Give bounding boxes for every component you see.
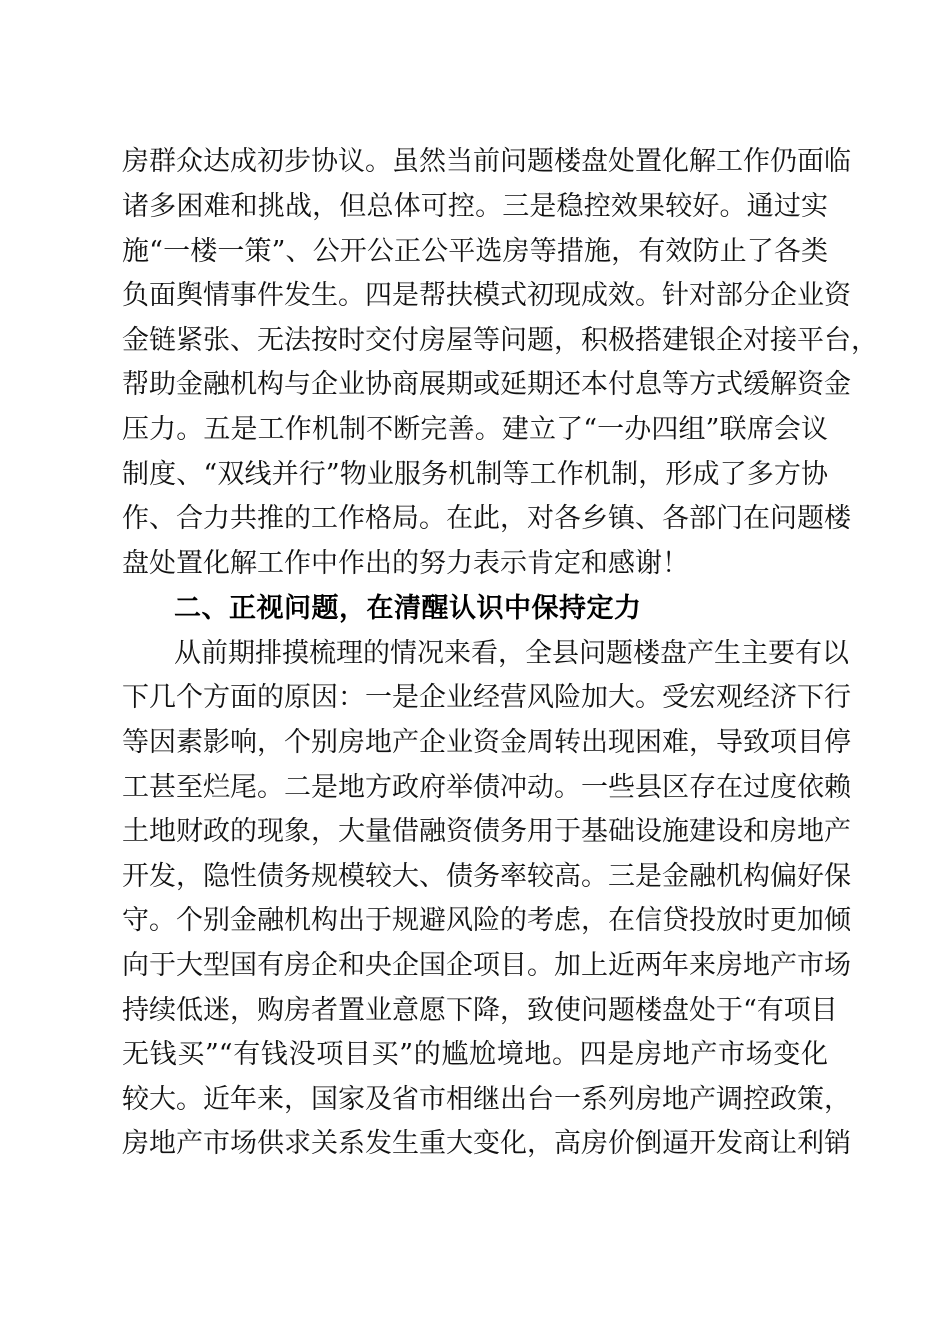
- text-line: 诸多困难和挑战，但总体可控。三是稳控效果较好。通过实: [122, 191, 828, 222]
- text-line: 较大。近年来，国家及省市相继出台一系列房地产调控政策，: [122, 1084, 851, 1115]
- text-line: 房群众达成初步协议。虽然当前问题楼盘处置化解工作仍面临: [122, 146, 851, 177]
- section-heading: 二、正视问题，在清醒认识中保持定力: [174, 593, 642, 624]
- text-line: 下几个方面的原因：一是企业经营风险加大。受宏观经济下行: [122, 682, 851, 713]
- text-line: 制度、“双线并行”物业服务机制等工作机制，形成了多方协: [122, 459, 828, 490]
- text-line: 压力。五是工作机制不断完善。建立了“一办四组”联席会议: [122, 414, 828, 445]
- text-line: 负面舆情事件发生。四是帮扶模式初现成效。针对部分企业资: [122, 280, 851, 311]
- text-line: 金链紧张、无法按时交付房屋等问题，积极搭建银企对接平台，: [122, 325, 878, 356]
- text-line: 从前期排摸梳理的情况来看，全县问题楼盘产生主要有以: [174, 638, 849, 669]
- text-line: 向于大型国有房企和央企国企项目。加上近两年来房地产市场: [122, 950, 851, 981]
- text-line: 土地财政的现象，大量借融资债务用于基础设施建设和房地产: [122, 816, 851, 847]
- text-line: 作、合力共推的工作格局。在此，对各乡镇、各部门在问题楼: [122, 503, 851, 534]
- text-line: 帮助金融机构与企业协商展期或延期还本付息等方式缓解资金: [122, 369, 851, 400]
- text-line: 守。个别金融机构出于规避风险的考虑，在信贷投放时更加倾: [122, 905, 851, 936]
- text-line: 等因素影响，个别房地产企业资金周转出现困难，导致项目停: [122, 727, 851, 758]
- text-line: 施“一楼一策”、公开公正公平选房等措施，有效防止了各类: [122, 236, 828, 267]
- text-line: 无钱买”“有钱没项目买”的尴尬境地。四是房地产市场变化: [122, 1039, 828, 1070]
- text-line: 盘处置化解工作中作出的努力表示肯定和感谢！: [122, 548, 689, 579]
- text-line: 持续低迷，购房者置业意愿下降，致使问题楼盘处于“有项目: [122, 995, 838, 1026]
- text-line: 开发，隐性债务规模较大、债务率较高。三是金融机构偏好保: [122, 861, 851, 892]
- text-line: 工甚至烂尾。二是地方政府举债冲动。一些县区存在过度依赖: [122, 772, 851, 803]
- text-line: 房地产市场供求关系发生重大变化，高房价倒逼开发商让利销: [122, 1128, 851, 1159]
